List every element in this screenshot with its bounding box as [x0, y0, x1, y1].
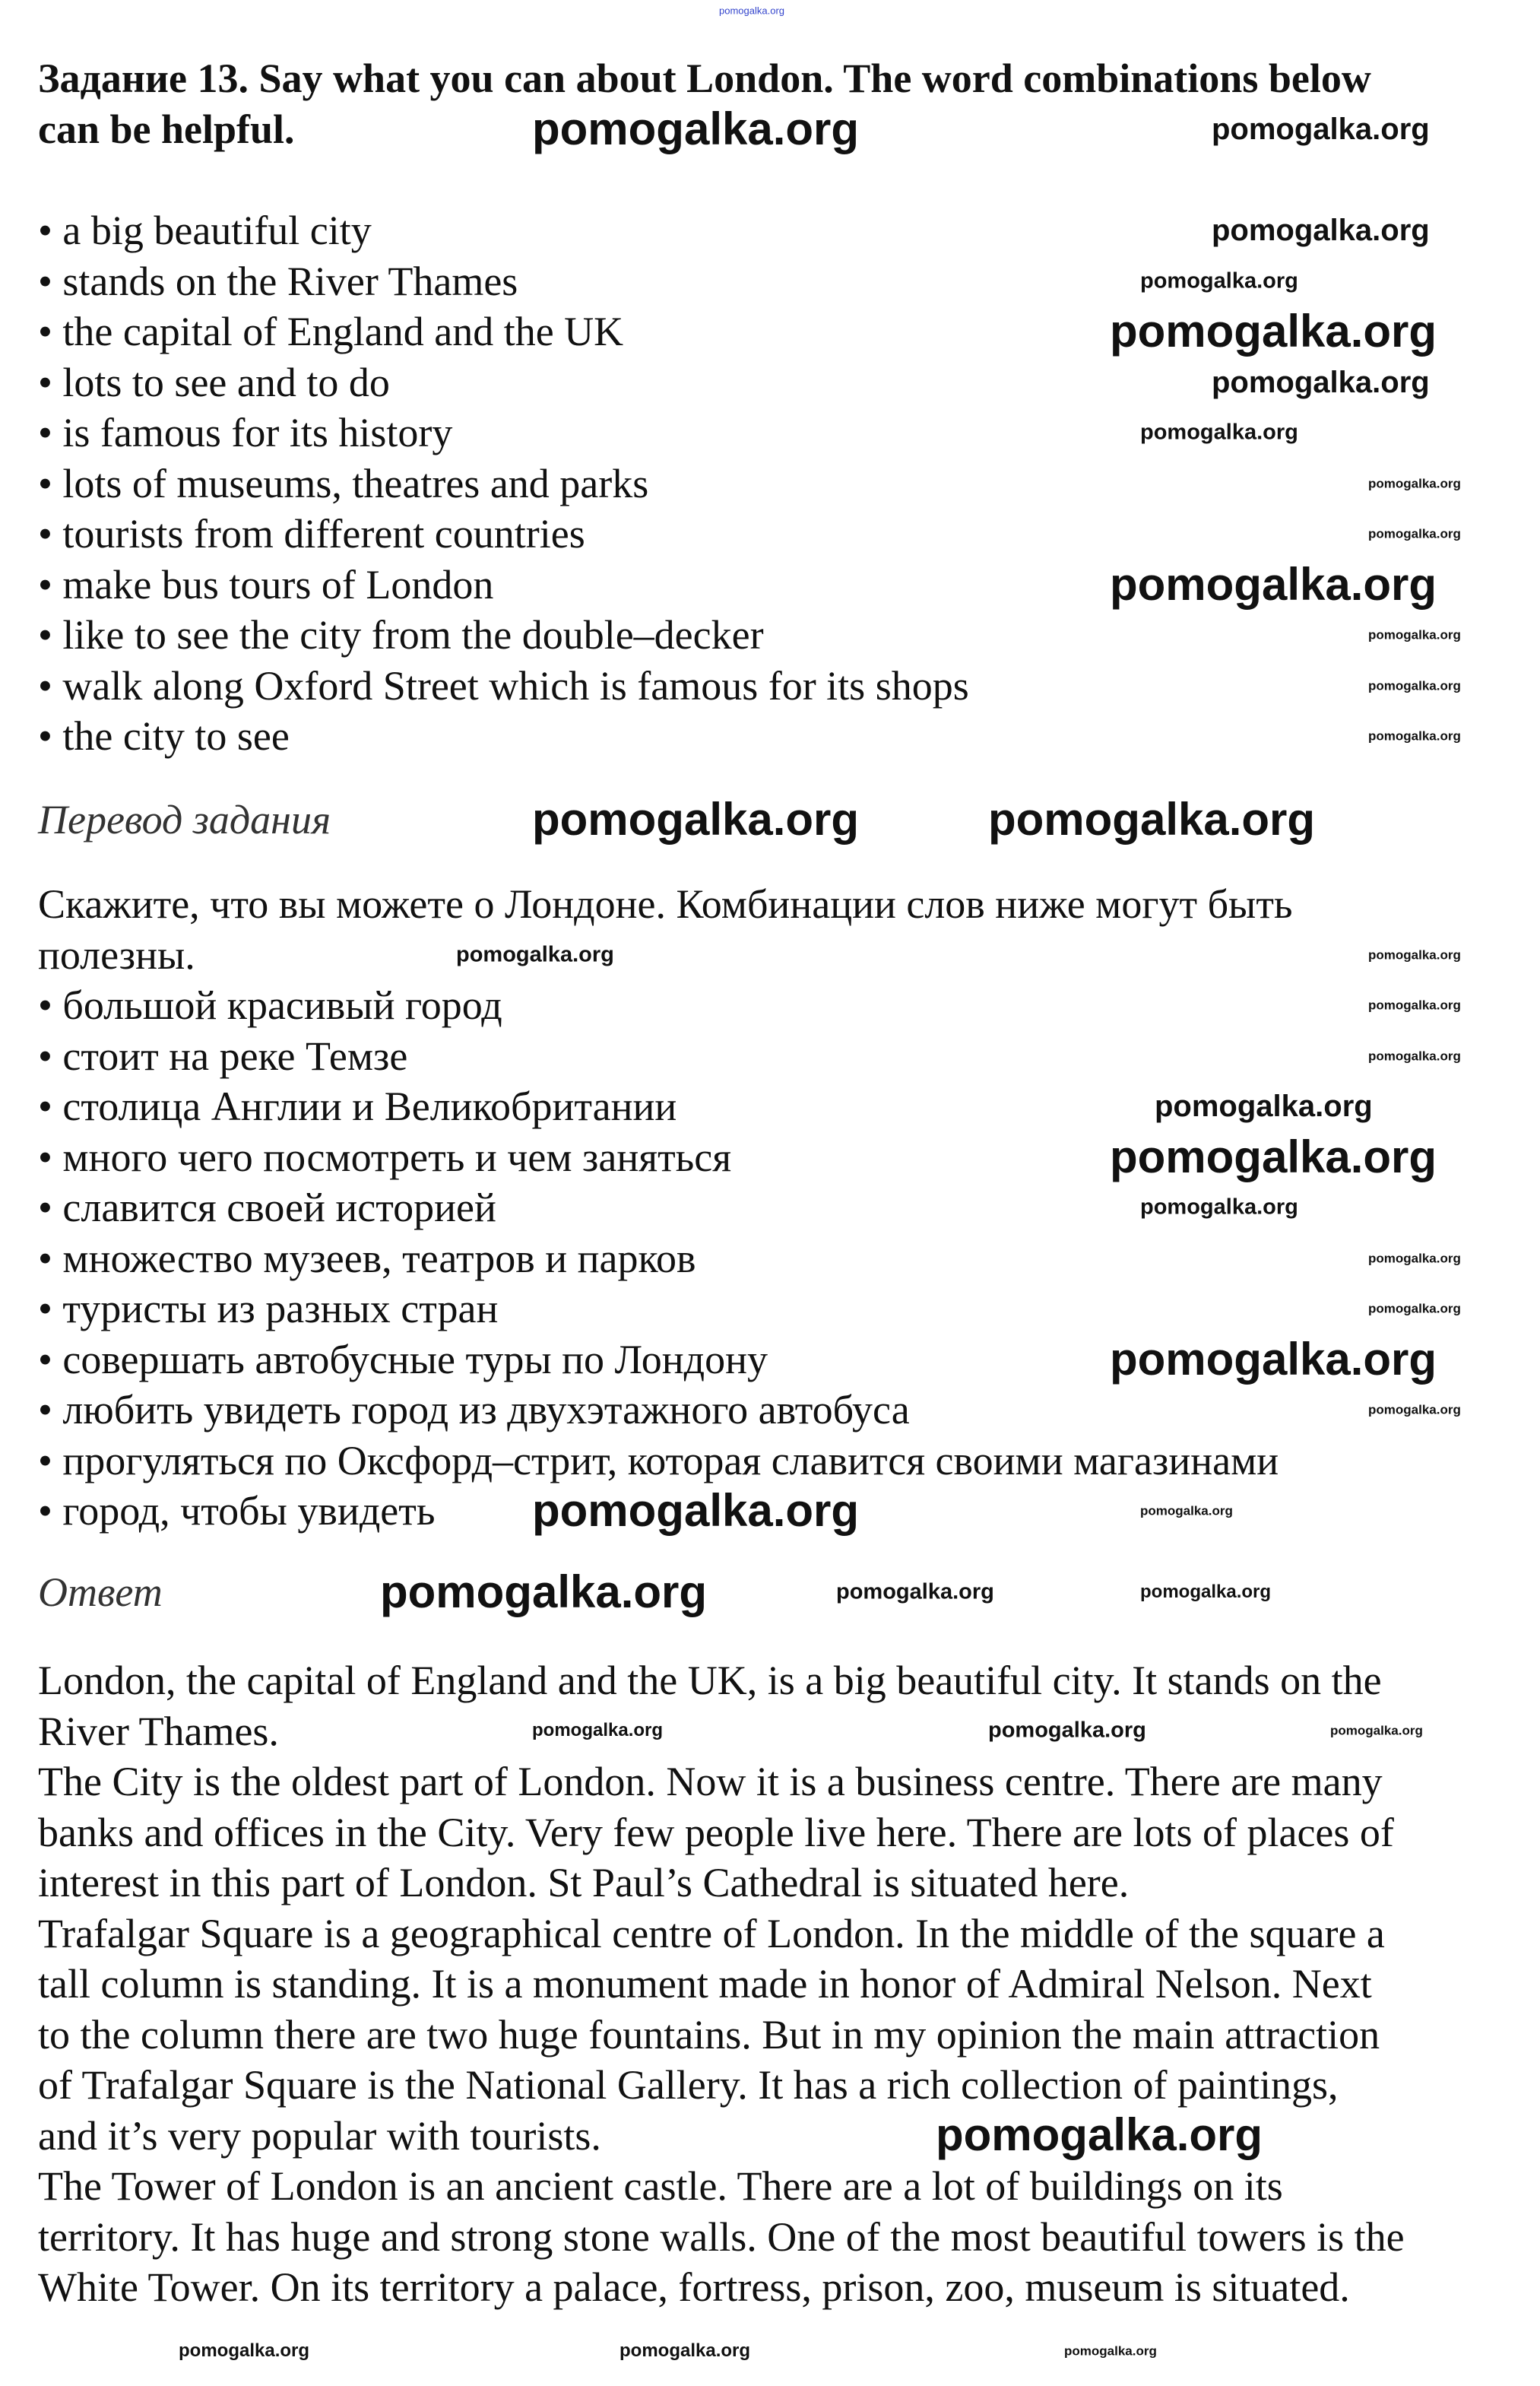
watermark: pomogalka.org: [1368, 526, 1461, 541]
watermark: pomogalka.org: [988, 794, 1316, 845]
list-item: • стоит на реке Темзе: [38, 1033, 408, 1079]
list-item: • tourists from different countries: [38, 511, 585, 557]
list-item: • like to see the city from the double–decker: [38, 612, 764, 658]
translation-line: полезны.: [38, 931, 195, 978]
title-line: Задание 13. Say what you can about London. The word combinations below: [38, 56, 1371, 101]
watermark: pomogalka.org: [1212, 366, 1430, 399]
watermark: pomogalka.org: [1368, 1301, 1461, 1316]
list-item: • множество музеев, театров и парков: [38, 1235, 696, 1281]
watermark: pomogalka.org: [1368, 1402, 1461, 1417]
list-item: • совершать автобусные туры по Лондону: [38, 1336, 768, 1382]
list-item: • make bus tours of London: [38, 561, 494, 608]
watermark: pomogalka.org: [532, 1485, 860, 1536]
answer-line: River Thames.: [38, 1708, 279, 1754]
watermark: pomogalka.org: [1212, 214, 1430, 247]
answer-line: tall column is standing. It is a monument made in honor of Admiral Nelson. Next: [38, 1961, 1372, 2007]
answer-line: interest in this part of London. St Paul’s Cathedral is situated here.: [38, 1860, 1130, 1905]
list-item: • the capital of England and the UK: [38, 309, 624, 354]
watermark: pomogalka.org: [1368, 627, 1461, 643]
watermark: pomogalka.org: [1155, 1090, 1373, 1123]
list-item: • walk along Oxford Street which is famous for its shops: [38, 662, 969, 709]
answer-line: of Trafalgar Square is the National Gallery. It has a rich collection of paintings,: [38, 2062, 1339, 2108]
list-item: • город, чтобы увидеть: [38, 1488, 436, 1534]
list-item: • lots of museums, theatres and parks: [38, 460, 649, 506]
watermark: pomogalka.org: [1110, 1334, 1437, 1385]
watermark: pomogalka.org: [1140, 268, 1298, 293]
list-item: • is famous for its history: [38, 410, 453, 455]
answer-line: The City is the oldest part of London. Now it is a business centre. There are many: [38, 1759, 1383, 1804]
watermark: pomogalka.org: [1140, 1503, 1233, 1518]
watermark: pomogalka.org: [988, 1718, 1146, 1743]
answer-heading: Ответ: [38, 1569, 163, 1615]
list-item: • lots to see and to do: [38, 359, 390, 405]
watermark: pomogalka.org: [936, 2109, 1263, 2160]
list-item: • the city to see: [38, 713, 290, 759]
translation-section: [38, 879, 1293, 1537]
answer-text: [38, 1655, 1405, 2313]
list-item: • stands on the River Thames: [38, 258, 518, 304]
list-item: • большой красивый город: [38, 982, 502, 1028]
watermark: pomogalka.org: [532, 103, 860, 154]
watermark: pomogalka.org: [1110, 559, 1437, 610]
list-item: • туристы из разных стран: [38, 1286, 499, 1331]
list-item: • славится своей историей: [38, 1185, 496, 1230]
watermark: pomogalka.org: [1140, 1582, 1272, 1602]
watermark: pomogalka.org: [1368, 1251, 1461, 1266]
watermark: pomogalka.org: [1330, 1723, 1423, 1738]
answer-line: to the column there are two huge fountains. But in my opinion the main attraction: [38, 2011, 1380, 2058]
title-line: can be helpful.: [38, 106, 295, 152]
watermark: pomogalka.org: [532, 794, 860, 845]
watermark: pomogalka.org: [1110, 306, 1437, 357]
answer-line: banks and offices in the City. Very few people live here. There are lots of places of: [38, 1809, 1394, 1855]
watermark: pomogalka.org: [1368, 998, 1461, 1013]
watermark: pomogalka.org: [380, 1566, 708, 1617]
list-item: • прогуляться по Оксфорд–стрит, которая славится своими магазинами: [38, 1437, 1279, 1483]
watermark: pomogalka.org: [619, 2340, 751, 2361]
watermark: pomogalka.org: [1368, 476, 1461, 491]
answer-line: The Tower of London is an ancient castle. There are a lot of buildings on its: [38, 2163, 1283, 2209]
english-bullet-list: [38, 205, 969, 762]
translation-heading: Перевод задания: [38, 797, 331, 842]
watermark: pomogalka.org: [1368, 678, 1461, 693]
translation-line: Скажите, что вы можете о Лондоне. Комбинации слов ниже могут быть: [38, 881, 1293, 927]
list-item: • столица Англии и Великобритании: [38, 1084, 677, 1129]
answer-line: London, the capital of England and the UK, is a big beautiful city. It stands on the: [38, 1658, 1382, 1703]
watermark: pomogalka.org: [719, 5, 784, 17]
answer-line: White Tower. On its territory a palace, fortress, prison, zoo, museum is situated.: [38, 2264, 1350, 2310]
watermark: pomogalka.org: [179, 2340, 310, 2361]
watermark: pomogalka.org: [1368, 728, 1461, 744]
watermark: pomogalka.org: [532, 1720, 664, 1740]
watermark: pomogalka.org: [1368, 1049, 1461, 1064]
watermark: pomogalka.org: [836, 1579, 994, 1604]
answer-line: Trafalgar Square is a geographical centre of London. In the middle of the square a: [38, 1910, 1385, 1956]
list-item: • a big beautiful city: [38, 208, 372, 253]
watermark: pomogalka.org: [1140, 1195, 1298, 1220]
answer-line: and it’s very popular with tourists.: [38, 2112, 601, 2159]
watermark: pomogalka.org: [456, 942, 614, 967]
watermark: pomogalka.org: [1212, 113, 1430, 146]
watermark: pomogalka.org: [1368, 947, 1461, 963]
list-item: • много чего посмотреть и чем заняться: [38, 1134, 732, 1180]
list-item: • любить увидеть город из двухэтажного автобуса: [38, 1387, 910, 1433]
watermark: pomogalka.org: [1064, 2343, 1157, 2359]
watermark: pomogalka.org: [1140, 420, 1298, 445]
watermark: pomogalka.org: [1110, 1131, 1437, 1182]
answer-line: territory. It has huge and strong stone walls. One of the most beautiful towers is the: [38, 2213, 1405, 2260]
